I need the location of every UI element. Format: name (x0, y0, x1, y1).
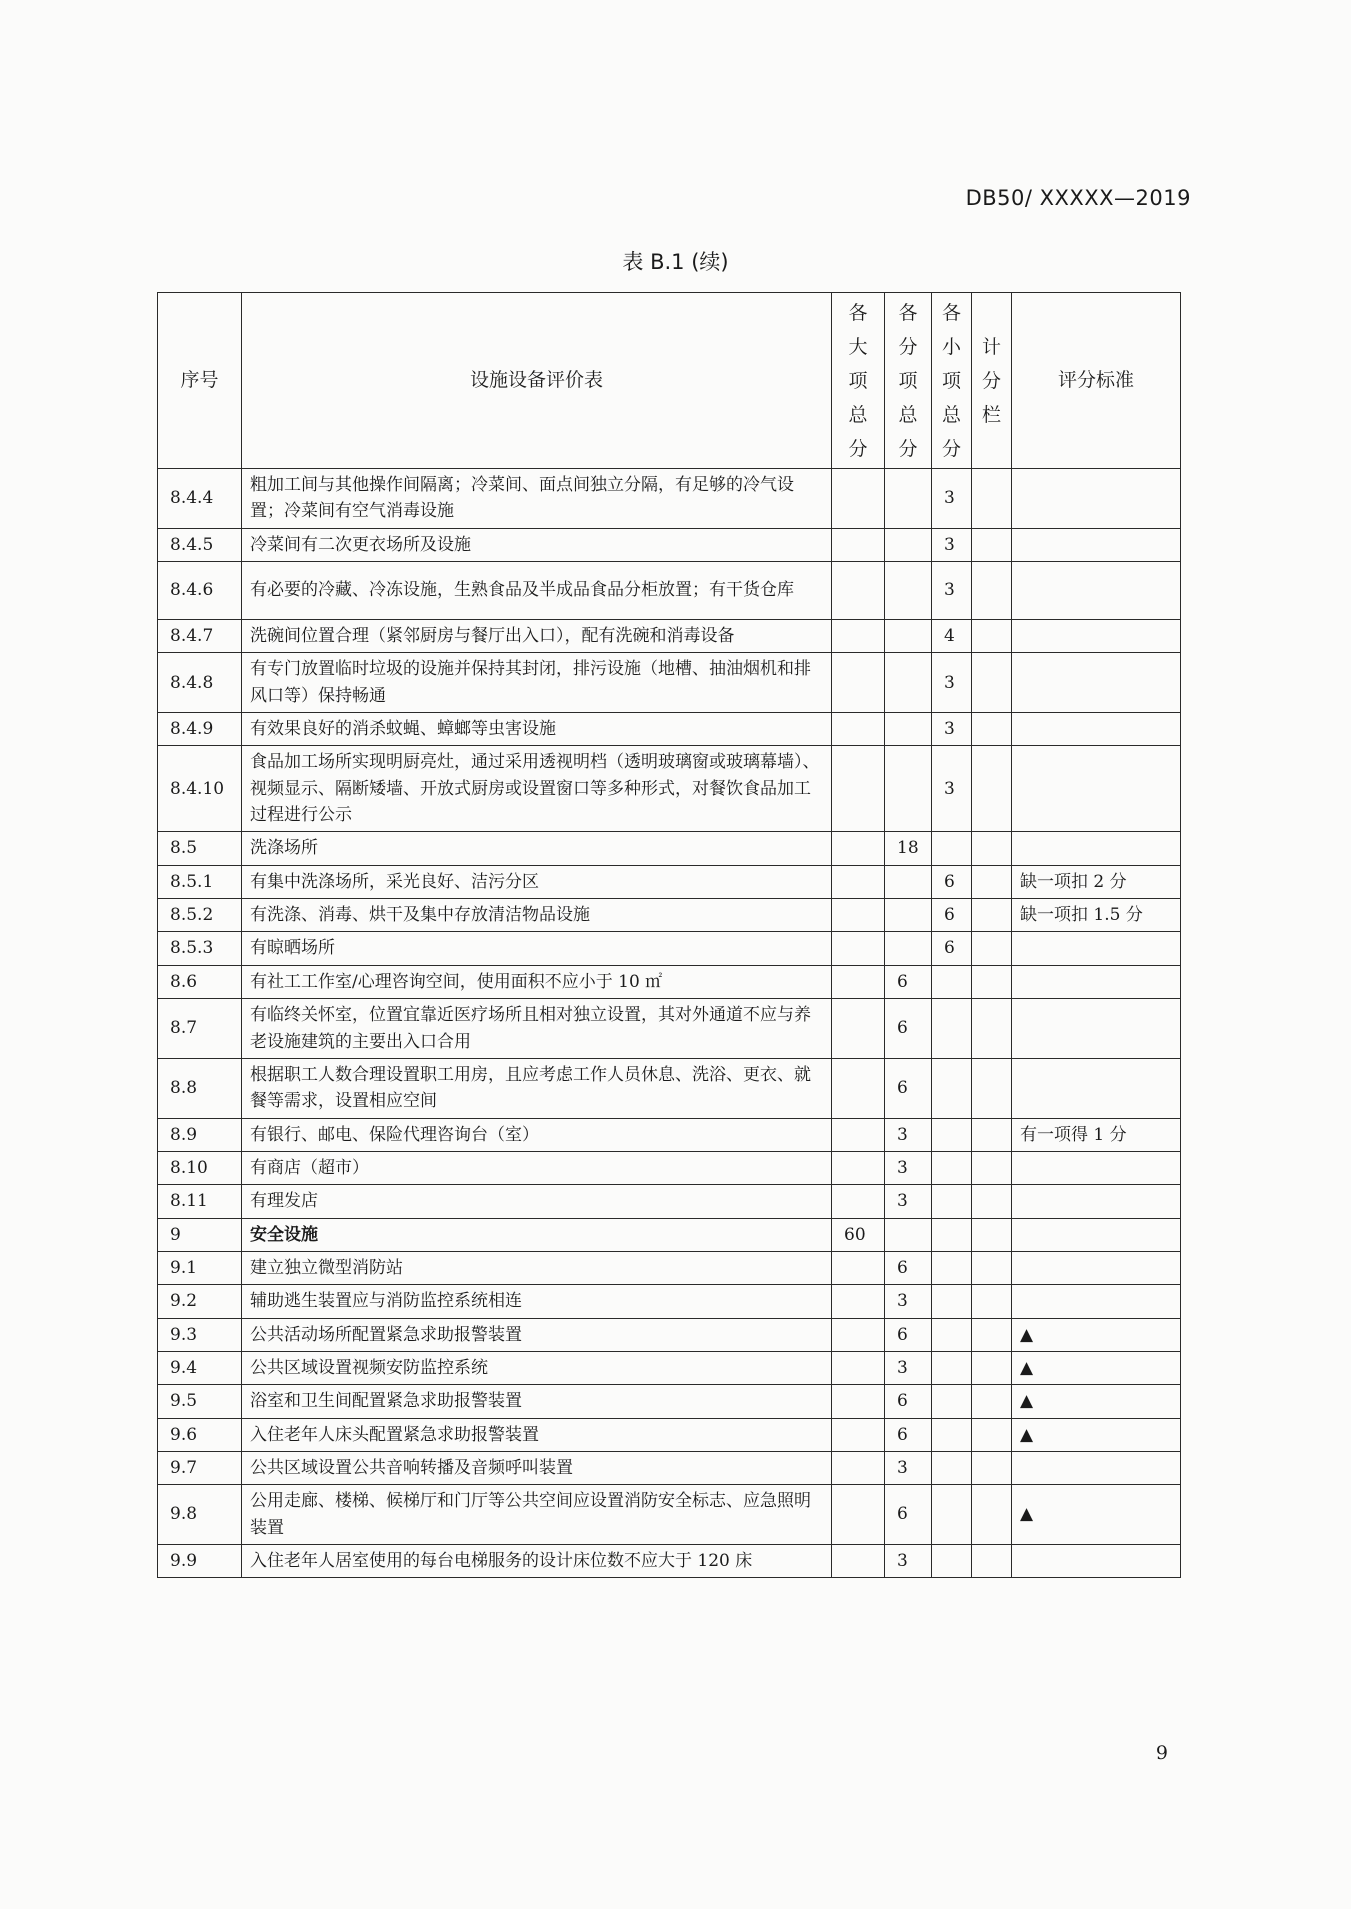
row-criteria (1012, 713, 1181, 746)
row-major-total (832, 965, 885, 998)
row-score-cell (972, 746, 1012, 832)
row-sub-total: 3 (885, 1451, 932, 1484)
row-number: 8.5 (158, 832, 242, 865)
col-header-minor-total: 各小项总分 (932, 293, 972, 469)
row-minor-total: 6 (932, 865, 972, 898)
row-minor-total (932, 1418, 972, 1451)
row-major-total (832, 653, 885, 713)
row-minor-total (932, 1285, 972, 1318)
row-major-total (832, 1285, 885, 1318)
row-description: 有银行、邮电、保险代理咨询台（室） (242, 1118, 832, 1151)
row-minor-total: 3 (932, 746, 972, 832)
row-major-total (832, 469, 885, 529)
row-major-total (832, 832, 885, 865)
row-score-cell (972, 1151, 1012, 1184)
table-row (158, 469, 1181, 529)
row-criteria: 缺一项扣 1.5 分 (1012, 899, 1181, 932)
row-criteria: ▲ (1012, 1418, 1181, 1451)
row-sub-total: 3 (885, 1185, 932, 1218)
row-minor-total (932, 1351, 972, 1384)
row-description: 有必要的冷藏、冷冻设施，生熟食品及半成品食品分柜放置；有干货仓库 (242, 562, 832, 620)
row-minor-total: 3 (932, 528, 972, 561)
col-header-no: 序号 (158, 293, 242, 469)
row-description: 建立独立微型消防站 (242, 1251, 832, 1284)
table-row (158, 653, 1181, 713)
row-minor-total (932, 1451, 972, 1484)
row-score-cell (972, 620, 1012, 653)
row-score-cell (972, 1451, 1012, 1484)
table-row (158, 1418, 1181, 1451)
row-minor-total: 4 (932, 620, 972, 653)
table-row (158, 746, 1181, 832)
table-row (158, 999, 1181, 1059)
row-sub-total (885, 899, 932, 932)
table-row (158, 1218, 1181, 1251)
row-criteria (1012, 528, 1181, 561)
table-row (158, 562, 1181, 620)
row-sub-total: 3 (885, 1151, 932, 1184)
row-major-total (832, 528, 885, 561)
row-criteria: 缺一项扣 2 分 (1012, 865, 1181, 898)
row-score-cell (972, 1118, 1012, 1151)
row-description: 冷菜间有二次更衣场所及设施 (242, 528, 832, 561)
row-description: 公共活动场所配置紧急求助报警装置 (242, 1318, 832, 1351)
row-description: 安全设施 (242, 1218, 832, 1251)
row-criteria: ▲ (1012, 1385, 1181, 1418)
row-description: 有商店（超市） (242, 1151, 832, 1184)
row-sub-total: 6 (885, 1418, 932, 1451)
table-row (158, 1385, 1181, 1418)
row-criteria: ▲ (1012, 1351, 1181, 1384)
row-number: 9.7 (158, 1451, 242, 1484)
row-number: 8.4.8 (158, 653, 242, 713)
row-description: 食品加工场所实现明厨亮灶，通过采用透视明档（透明玻璃窗或玻璃幕墙）、视频显示、隔断矮墙、开放式厨房或设置窗口等多种形式，对餐饮食品加工过程进行公示 (242, 746, 832, 832)
row-number: 8.4.6 (158, 562, 242, 620)
row-sub-total (885, 620, 932, 653)
row-number: 9.1 (158, 1251, 242, 1284)
row-sub-total (885, 528, 932, 561)
row-minor-total: 3 (932, 469, 972, 529)
row-description: 入住老年人床头配置紧急求助报警装置 (242, 1418, 832, 1451)
row-minor-total (932, 965, 972, 998)
row-minor-total (932, 1218, 972, 1251)
row-score-cell (972, 1385, 1012, 1418)
row-minor-total (932, 1485, 972, 1545)
row-criteria (1012, 1285, 1181, 1318)
row-number: 9.2 (158, 1285, 242, 1318)
row-description: 辅助逃生装置应与消防监控系统相连 (242, 1285, 832, 1318)
row-description: 浴室和卫生间配置紧急求助报警装置 (242, 1385, 832, 1418)
row-sub-total: 3 (885, 1545, 932, 1578)
row-description: 粗加工间与其他操作间隔离；冷菜间、面点间独立分隔，有足够的冷气设置；冷菜间有空气消毒设施 (242, 469, 832, 529)
row-major-total (832, 713, 885, 746)
row-score-cell (972, 713, 1012, 746)
row-number: 9.6 (158, 1418, 242, 1451)
row-score-cell (972, 899, 1012, 932)
row-sub-total: 6 (885, 1251, 932, 1284)
row-sub-total (885, 1218, 932, 1251)
table-row (158, 1058, 1181, 1118)
row-number: 9.3 (158, 1318, 242, 1351)
row-minor-total (932, 1251, 972, 1284)
row-criteria: ▲ (1012, 1318, 1181, 1351)
row-number: 9.5 (158, 1385, 242, 1418)
table-row (158, 1118, 1181, 1151)
row-minor-total: 3 (932, 713, 972, 746)
row-sub-total (885, 653, 932, 713)
table-header-row (158, 293, 1181, 469)
row-sub-total (885, 713, 932, 746)
table-row (158, 528, 1181, 561)
row-sub-total (885, 865, 932, 898)
row-sub-total: 3 (885, 1285, 932, 1318)
row-description: 有理发店 (242, 1185, 832, 1218)
row-major-total (832, 1118, 885, 1151)
row-number: 8.4.10 (158, 746, 242, 832)
row-score-cell (972, 1318, 1012, 1351)
row-description: 有洗涤、消毒、烘干及集中存放清洁物品设施 (242, 899, 832, 932)
table-row (158, 1185, 1181, 1218)
row-criteria (1012, 1545, 1181, 1578)
table-row (158, 1318, 1181, 1351)
row-sub-total: 6 (885, 1385, 932, 1418)
row-number: 8.4.7 (158, 620, 242, 653)
row-number: 9.9 (158, 1545, 242, 1578)
row-major-total (832, 999, 885, 1059)
row-number: 9.4 (158, 1351, 242, 1384)
row-sub-total: 18 (885, 832, 932, 865)
row-score-cell (972, 1185, 1012, 1218)
table-title: 表 B.1 (续) (622, 250, 729, 274)
row-major-total (832, 1151, 885, 1184)
row-score-cell (972, 965, 1012, 998)
table-row (158, 1545, 1181, 1578)
row-description: 有晾晒场所 (242, 932, 832, 965)
col-header-criteria: 评分标准 (1012, 293, 1181, 469)
row-score-cell (972, 1285, 1012, 1318)
row-description: 入住老年人居室使用的每台电梯服务的设计床位数不应大于 120 床 (242, 1545, 832, 1578)
row-score-cell (972, 865, 1012, 898)
row-score-cell (972, 999, 1012, 1059)
row-number: 8.7 (158, 999, 242, 1059)
row-major-total (832, 1485, 885, 1545)
row-sub-total (885, 562, 932, 620)
table-row (158, 1251, 1181, 1284)
row-description: 洗碗间位置合理（紧邻厨房与餐厅出入口），配有洗碗和消毒设备 (242, 620, 832, 653)
col-header-sub-total: 各分项总分 (885, 293, 932, 469)
row-score-cell (972, 932, 1012, 965)
row-criteria (1012, 1151, 1181, 1184)
table-row (158, 1485, 1181, 1545)
row-score-cell (972, 562, 1012, 620)
row-number: 8.6 (158, 965, 242, 998)
row-major-total (832, 620, 885, 653)
row-minor-total: 6 (932, 932, 972, 965)
row-major-total (832, 1318, 885, 1351)
row-criteria (1012, 746, 1181, 832)
document-code: DB50/ XXXXX—2019 (965, 186, 1191, 210)
row-score-cell (972, 1485, 1012, 1545)
row-criteria (1012, 1251, 1181, 1284)
row-criteria (1012, 562, 1181, 620)
row-criteria: 有一项得 1 分 (1012, 1118, 1181, 1151)
row-sub-total: 3 (885, 1118, 932, 1151)
row-major-total (832, 1185, 885, 1218)
page-number: 9 (1155, 1742, 1168, 1764)
row-number: 8.5.2 (158, 899, 242, 932)
row-score-cell (972, 1218, 1012, 1251)
row-score-cell (972, 1545, 1012, 1578)
row-score-cell (972, 653, 1012, 713)
row-description: 有效果良好的消杀蚊蝇、蟑螂等虫害设施 (242, 713, 832, 746)
table-row (158, 620, 1181, 653)
row-minor-total (932, 1185, 972, 1218)
row-sub-total: 6 (885, 965, 932, 998)
row-description: 洗涤场所 (242, 832, 832, 865)
row-sub-total: 6 (885, 1485, 932, 1545)
row-minor-total (932, 1151, 972, 1184)
row-minor-total (932, 832, 972, 865)
row-major-total (832, 899, 885, 932)
row-criteria (1012, 1218, 1181, 1251)
row-minor-total (932, 1118, 972, 1151)
row-major-total (832, 746, 885, 832)
row-number: 9.8 (158, 1485, 242, 1545)
table-row (158, 1285, 1181, 1318)
row-sub-total (885, 932, 932, 965)
row-number: 8.4.4 (158, 469, 242, 529)
row-description: 公共区域设置视频安防监控系统 (242, 1351, 832, 1384)
row-major-total (832, 1351, 885, 1384)
row-minor-total (932, 1385, 972, 1418)
row-major-total (832, 1418, 885, 1451)
table-row (158, 713, 1181, 746)
table-row (158, 1351, 1181, 1384)
row-sub-total (885, 746, 932, 832)
row-criteria (1012, 965, 1181, 998)
row-major-total (832, 1545, 885, 1578)
row-sub-total: 3 (885, 1351, 932, 1384)
row-number: 8.4.5 (158, 528, 242, 561)
row-description: 有社工工作室/心理咨询空间，使用面积不应小于 10 ㎡ (242, 965, 832, 998)
row-score-cell (972, 832, 1012, 865)
row-criteria: ▲ (1012, 1485, 1181, 1545)
row-description: 有集中洗涤场所，采光良好、洁污分区 (242, 865, 832, 898)
row-score-cell (972, 1251, 1012, 1284)
row-description: 有专门放置临时垃圾的设施并保持其封闭，排污设施（地槽、抽油烟机和排风口等）保持畅通 (242, 653, 832, 713)
col-header-item: 设施设备评价表 (242, 293, 832, 469)
row-number: 8.5.1 (158, 865, 242, 898)
evaluation-table (157, 292, 1181, 1578)
row-criteria (1012, 469, 1181, 529)
row-major-total (832, 1251, 885, 1284)
row-criteria (1012, 1185, 1181, 1218)
row-criteria (1012, 999, 1181, 1059)
table-row (158, 832, 1181, 865)
row-score-cell (972, 528, 1012, 561)
row-minor-total (932, 999, 972, 1059)
row-minor-total: 6 (932, 899, 972, 932)
row-description: 公共区域设置公共音响转播及音频呼叫装置 (242, 1451, 832, 1484)
row-minor-total (932, 1318, 972, 1351)
row-description: 根据职工人数合理设置职工用房，且应考虑工作人员休息、洗浴、更衣、就餐等需求，设置相应空间 (242, 1058, 832, 1118)
row-sub-total (885, 469, 932, 529)
row-criteria (1012, 932, 1181, 965)
table-row (158, 1451, 1181, 1484)
row-score-cell (972, 469, 1012, 529)
table-row (158, 865, 1181, 898)
row-major-total (832, 1451, 885, 1484)
row-criteria (1012, 653, 1181, 713)
row-score-cell (972, 1058, 1012, 1118)
row-number: 8.10 (158, 1151, 242, 1184)
row-minor-total: 3 (932, 653, 972, 713)
row-major-total (832, 1385, 885, 1418)
row-number: 8.8 (158, 1058, 242, 1118)
row-major-total (832, 562, 885, 620)
table-row (158, 932, 1181, 965)
row-minor-total (932, 1058, 972, 1118)
row-score-cell (972, 1418, 1012, 1451)
row-score-cell (972, 1351, 1012, 1384)
row-major-total (832, 1058, 885, 1118)
row-number: 8.5.3 (158, 932, 242, 965)
row-criteria (1012, 620, 1181, 653)
row-number: 9 (158, 1218, 242, 1251)
row-major-total (832, 932, 885, 965)
row-major-total: 60 (832, 1218, 885, 1251)
row-description: 有临终关怀室，位置宜靠近医疗场所且相对独立设置，其对外通道不应与养老设施建筑的主要出入口合用 (242, 999, 832, 1059)
col-header-major-total: 各大项总分 (832, 293, 885, 469)
row-sub-total: 6 (885, 999, 932, 1059)
row-number: 8.9 (158, 1118, 242, 1151)
row-criteria (1012, 832, 1181, 865)
row-minor-total: 3 (932, 562, 972, 620)
row-description: 公用走廊、楼梯、候梯厅和门厅等公共空间应设置消防安全标志、应急照明装置 (242, 1485, 832, 1545)
row-criteria (1012, 1451, 1181, 1484)
row-sub-total: 6 (885, 1058, 932, 1118)
row-minor-total (932, 1545, 972, 1578)
col-header-score: 计分栏 (972, 293, 1012, 469)
row-major-total (832, 865, 885, 898)
row-number: 8.11 (158, 1185, 242, 1218)
row-sub-total: 6 (885, 1318, 932, 1351)
table-row (158, 965, 1181, 998)
table-row (158, 899, 1181, 932)
row-criteria (1012, 1058, 1181, 1118)
row-number: 8.4.9 (158, 713, 242, 746)
table-row (158, 1151, 1181, 1184)
